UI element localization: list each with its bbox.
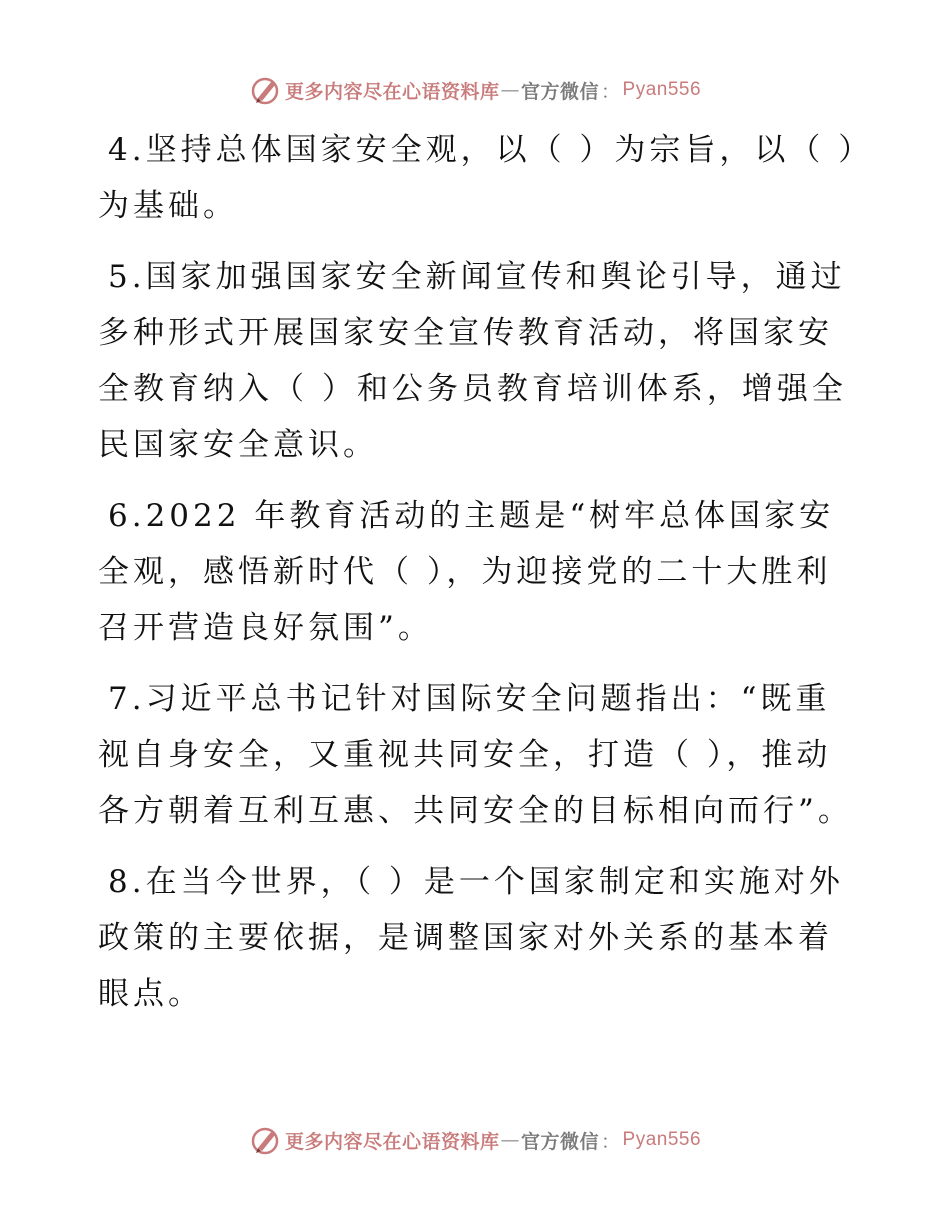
question-4: 4.坚持总体国家安全观，以（ ）为宗旨，以（ ）为基础。: [98, 132, 858, 224]
question-list: [98, 122, 858, 1037]
watermark-dash: —: [500, 79, 520, 101]
watermark-dash: —: [500, 1129, 520, 1151]
footer-watermark: [0, 1120, 950, 1160]
pen-nib-icon: [249, 74, 281, 106]
watermark-sub-text: 官方微信: [520, 1130, 599, 1153]
question-7: 7.习近平总书记针对国际安全问题指出：“既重视自身安全，又重视共同安全，打造（ ），推动各方朝着互利互惠、共同安全的目标相向而行”。: [98, 681, 853, 829]
pen-nib-icon: [249, 1124, 281, 1156]
watermark-main-text: 更多内容尽在心语资料库: [284, 1130, 500, 1153]
watermark-wechat-id: Pyan556: [622, 79, 702, 100]
watermark-colon: ：: [601, 1130, 621, 1153]
question-6: 6.2022 年教育活动的主题是“树牢总体国家安全观，感悟新时代（ ），为迎接党的二十大胜利召开营造良好氛围”。: [98, 498, 835, 646]
watermark-main-text: 更多内容尽在心语资料库: [284, 80, 500, 103]
question-8: 8.在当今世界，（ ）是一个国家制定和实施对外政策的主要依据，是调整国家对外关系的基本着眼点。: [98, 864, 844, 1012]
header-watermark: [0, 70, 950, 110]
watermark-wechat-id: Pyan556: [622, 1129, 702, 1150]
watermark-sub-text: 官方微信: [520, 80, 599, 103]
watermark-colon: ：: [601, 80, 621, 103]
question-5: 5.国家加强国家安全新闻宣传和舆论引导，通过多种形式开展国家安全宣传教育活动，将国家安全教育纳入（ ）和公务员教育培训体系，增强全民国家安全意识。: [98, 259, 847, 463]
